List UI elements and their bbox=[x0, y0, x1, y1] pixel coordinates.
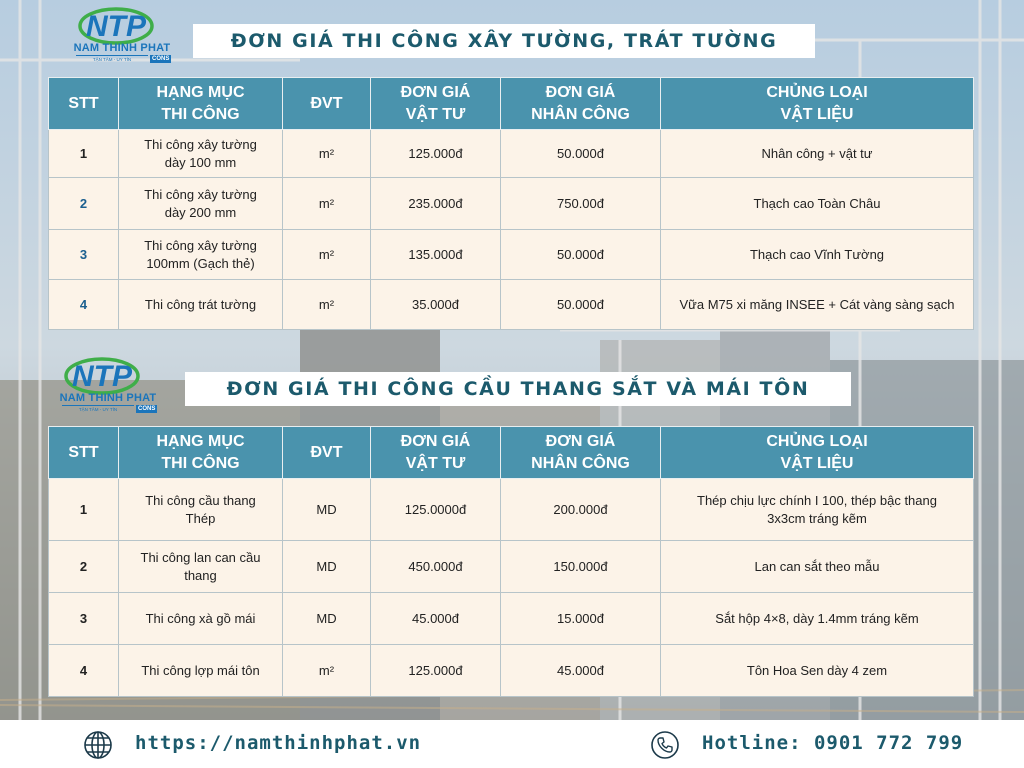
header-unit: ĐVT bbox=[283, 78, 371, 130]
row-stt: 2 bbox=[49, 178, 119, 230]
row-labor-price: 50.000đ bbox=[501, 230, 661, 280]
section1-title-text: ĐƠN GIÁ THI CÔNG XÂY TƯỜNG, TRÁT TƯỜNG bbox=[230, 30, 778, 52]
hotline-text[interactable]: Hotline: 0901 772 799 bbox=[702, 732, 964, 754]
logo-name: NAM THINH PHAT bbox=[59, 392, 157, 404]
row-item: Thi công cầu thang Thép bbox=[119, 479, 283, 541]
table-row bbox=[49, 479, 974, 541]
row-material-type: Nhân công + vật tư bbox=[661, 130, 974, 178]
row-item: Thi công xây tường dày 100 mm bbox=[119, 130, 283, 178]
row-unit: m² bbox=[283, 230, 371, 280]
row-stt: 3 bbox=[49, 230, 119, 280]
row-unit: MD bbox=[283, 479, 371, 541]
row-item: Thi công xà gồ mái bbox=[119, 593, 283, 645]
table-row bbox=[49, 280, 974, 330]
table-row bbox=[49, 130, 974, 178]
logo-suffix: CONS bbox=[152, 56, 170, 62]
table-header-row bbox=[49, 427, 974, 479]
row-stt: 3 bbox=[49, 593, 119, 645]
header-material-type: CHỦNG LOẠI VẬT LIỆU bbox=[661, 427, 974, 479]
row-item: Thi công lợp mái tôn bbox=[119, 645, 283, 697]
header-item: HẠNG MỤC THI CÔNG bbox=[119, 78, 283, 130]
company-logo bbox=[72, 6, 172, 64]
header-labor-price: ĐƠN GIÁ NHÂN CÔNG bbox=[501, 78, 661, 130]
row-material-price: 45.000đ bbox=[371, 593, 501, 645]
row-stt: 2 bbox=[49, 541, 119, 593]
row-material-price: 450.000đ bbox=[371, 541, 501, 593]
row-stt: 1 bbox=[49, 479, 119, 541]
row-material-price: 35.000đ bbox=[371, 280, 501, 330]
row-item: Thi công trát tường bbox=[119, 280, 283, 330]
row-labor-price: 750.00đ bbox=[501, 178, 661, 230]
header-material-type: CHỦNG LOẠI VẬT LIỆU bbox=[661, 78, 974, 130]
row-material-type: Sắt hộp 4×8, dày 1.4mm tráng kẽm bbox=[661, 593, 974, 645]
row-material-type: Vữa M75 xi măng INSEE + Cát vàng sàng sạch bbox=[661, 280, 974, 330]
row-labor-price: 150.000đ bbox=[501, 541, 661, 593]
row-labor-price: 50.000đ bbox=[501, 130, 661, 178]
table-row bbox=[49, 541, 974, 593]
row-item: Thi công xây tường dày 200 mm bbox=[119, 178, 283, 230]
row-unit: MD bbox=[283, 593, 371, 645]
row-material-price: 125.0000đ bbox=[371, 479, 501, 541]
header-labor-price: ĐƠN GIÁ NHÂN CÔNG bbox=[501, 427, 661, 479]
row-material-price: 135.000đ bbox=[371, 230, 501, 280]
header-stt: STT bbox=[49, 78, 119, 130]
header-material-price: ĐƠN GIÁ VẬT TƯ bbox=[371, 78, 501, 130]
website-link[interactable]: https://namthinhphat.vn bbox=[135, 732, 422, 754]
logo-initials: NTP bbox=[72, 360, 132, 393]
row-material-price: 235.000đ bbox=[371, 178, 501, 230]
wall-construction-price-table bbox=[48, 77, 974, 330]
row-material-type: Lan can sắt theo mẫu bbox=[661, 541, 974, 593]
logo-initials: NTP bbox=[86, 10, 146, 43]
row-stt: 4 bbox=[49, 645, 119, 697]
table-row bbox=[49, 178, 974, 230]
row-material-type: Thạch cao Vĩnh Tường bbox=[661, 230, 974, 280]
table-row bbox=[49, 645, 974, 697]
stair-roof-price-table bbox=[48, 426, 974, 697]
logo-tagline: TẬN TÂM - UY TÍN bbox=[62, 405, 134, 412]
row-labor-price: 45.000đ bbox=[501, 645, 661, 697]
row-material-price: 125.000đ bbox=[371, 645, 501, 697]
row-unit: MD bbox=[283, 541, 371, 593]
footer-bar bbox=[0, 720, 1024, 768]
row-material-price: 125.000đ bbox=[371, 130, 501, 178]
company-logo bbox=[58, 356, 158, 414]
row-material-type: Thạch cao Toàn Châu bbox=[661, 178, 974, 230]
table-header-row bbox=[49, 78, 974, 130]
phone-icon bbox=[650, 730, 680, 760]
header-stt: STT bbox=[49, 427, 119, 479]
row-stt: 4 bbox=[49, 280, 119, 330]
row-unit: m² bbox=[283, 280, 371, 330]
section2-title bbox=[185, 372, 851, 406]
row-material-type: Thép chịu lực chính I 100, thép bậc thang 3x3cm tráng kẽm bbox=[661, 479, 974, 541]
row-material-type: Tôn Hoa Sen dày 4 zem bbox=[661, 645, 974, 697]
row-unit: m² bbox=[283, 130, 371, 178]
row-labor-price: 200.000đ bbox=[501, 479, 661, 541]
header-item: HẠNG MỤC THI CÔNG bbox=[119, 427, 283, 479]
row-stt: 1 bbox=[49, 130, 119, 178]
section2-title-text: ĐƠN GIÁ THI CÔNG CẦU THANG SẮT VÀ MÁI TÔN bbox=[226, 378, 810, 400]
row-labor-price: 15.000đ bbox=[501, 593, 661, 645]
header-material-price: ĐƠN GIÁ VẬT TƯ bbox=[371, 427, 501, 479]
table-row bbox=[49, 230, 974, 280]
table-row bbox=[49, 593, 974, 645]
row-labor-price: 50.000đ bbox=[501, 280, 661, 330]
row-unit: m² bbox=[283, 645, 371, 697]
header-unit: ĐVT bbox=[283, 427, 371, 479]
row-item: Thi công lan can cầu thang bbox=[119, 541, 283, 593]
row-unit: m² bbox=[283, 178, 371, 230]
logo-suffix: CONS bbox=[138, 406, 156, 412]
logo-emblem-icon bbox=[72, 6, 172, 46]
logo-tagline: TẬN TÂM - UY TÍN bbox=[76, 55, 148, 62]
logo-name: NAM THINH PHAT bbox=[73, 42, 171, 54]
globe-icon bbox=[83, 730, 113, 760]
section1-title bbox=[193, 24, 815, 58]
row-item: Thi công xây tường 100mm (Gạch thẻ) bbox=[119, 230, 283, 280]
logo-emblem-icon bbox=[58, 356, 158, 396]
